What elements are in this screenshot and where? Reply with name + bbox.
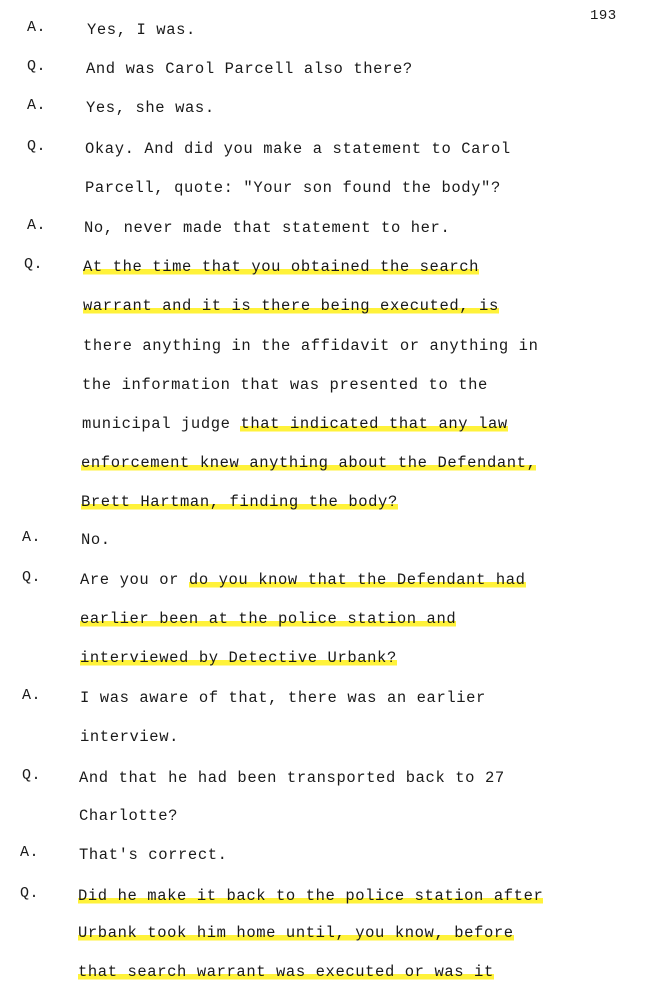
highlighted-text: interviewed by Detective Urbank? [80,649,397,667]
line-text: And that he had been transported back to 27 [79,769,505,787]
transcript-line [81,492,398,512]
highlighted-text: Brett Hartman, finding the body? [81,493,398,511]
transcript-line [79,806,178,826]
transcript-line [83,257,479,277]
transcript-line [81,530,111,550]
question-marker: Q. [27,58,47,75]
line-text: No, never made that statement to her. [84,219,451,237]
page-number: 193 [590,8,617,24]
line-text: Are you or [80,571,189,589]
line-text: That's correct. [79,846,228,864]
transcript-line [81,453,536,473]
transcript-line [79,768,505,788]
transcript-line [80,688,486,708]
answer-marker: A. [27,217,47,234]
line-text: Yes, she was. [86,99,215,117]
answer-marker: A. [27,97,47,114]
transcript-line [85,178,501,198]
line-text: No. [81,531,111,549]
transcript-line [80,570,526,590]
highlighted-text: that indicated that any law [240,415,508,433]
line-text: Yes, I was. [87,21,196,39]
answer-marker: A. [22,529,42,546]
transcript-line [86,59,413,79]
line-text: the information that was presented to the [82,376,488,394]
question-marker: Q. [20,885,40,902]
answer-marker: A. [27,19,47,36]
question-marker: Q. [22,767,42,784]
highlighted-text: do you know that the Defendant had [188,571,526,589]
transcript-line [78,962,494,982]
line-text: I was aware of that, there was an earlier [80,689,486,707]
line-text: interview. [80,728,180,746]
question-marker: Q. [27,138,47,155]
highlighted-text: Urbank took him home until, you know, before [78,924,514,942]
highlighted-text: enforcement knew anything about the Defendant, [81,454,537,472]
answer-marker: A. [22,687,42,704]
line-text: there anything in the affidavit or anything in [83,337,539,355]
highlighted-text: earlier been at the police station and [80,610,457,628]
transcript-line [80,648,397,668]
transcript-line [84,218,450,238]
transcript-line [80,609,456,629]
transcript-line [83,336,538,356]
highlighted-text: At the time that you obtained the search [83,258,480,276]
line-text: Okay. And did you make a statement to Carol [85,140,511,158]
transcript-line [82,414,508,434]
question-marker: Q. [22,569,42,586]
line-text: And was Carol Parcell also there? [86,60,413,78]
transcript-line [82,375,488,395]
line-text: Parcell, quote: "Your son found the body"? [85,179,501,197]
transcript-line [83,296,499,316]
transcript-line [80,727,179,747]
transcript-line [87,20,196,40]
highlighted-text: warrant and it is there being executed, is [83,297,499,315]
answer-marker: A. [20,844,40,861]
question-marker: Q. [24,256,44,273]
transcript-line [86,98,215,118]
transcript-line [78,886,543,906]
transcript-line [79,845,228,865]
line-text: Charlotte? [79,807,179,825]
highlighted-text: Did he make it back to the police station after [78,887,544,905]
highlighted-text: that search warrant was executed or was it [78,963,494,981]
transcript-line [78,923,514,943]
transcript-line [85,139,511,159]
line-text: municipal judge [82,415,241,433]
